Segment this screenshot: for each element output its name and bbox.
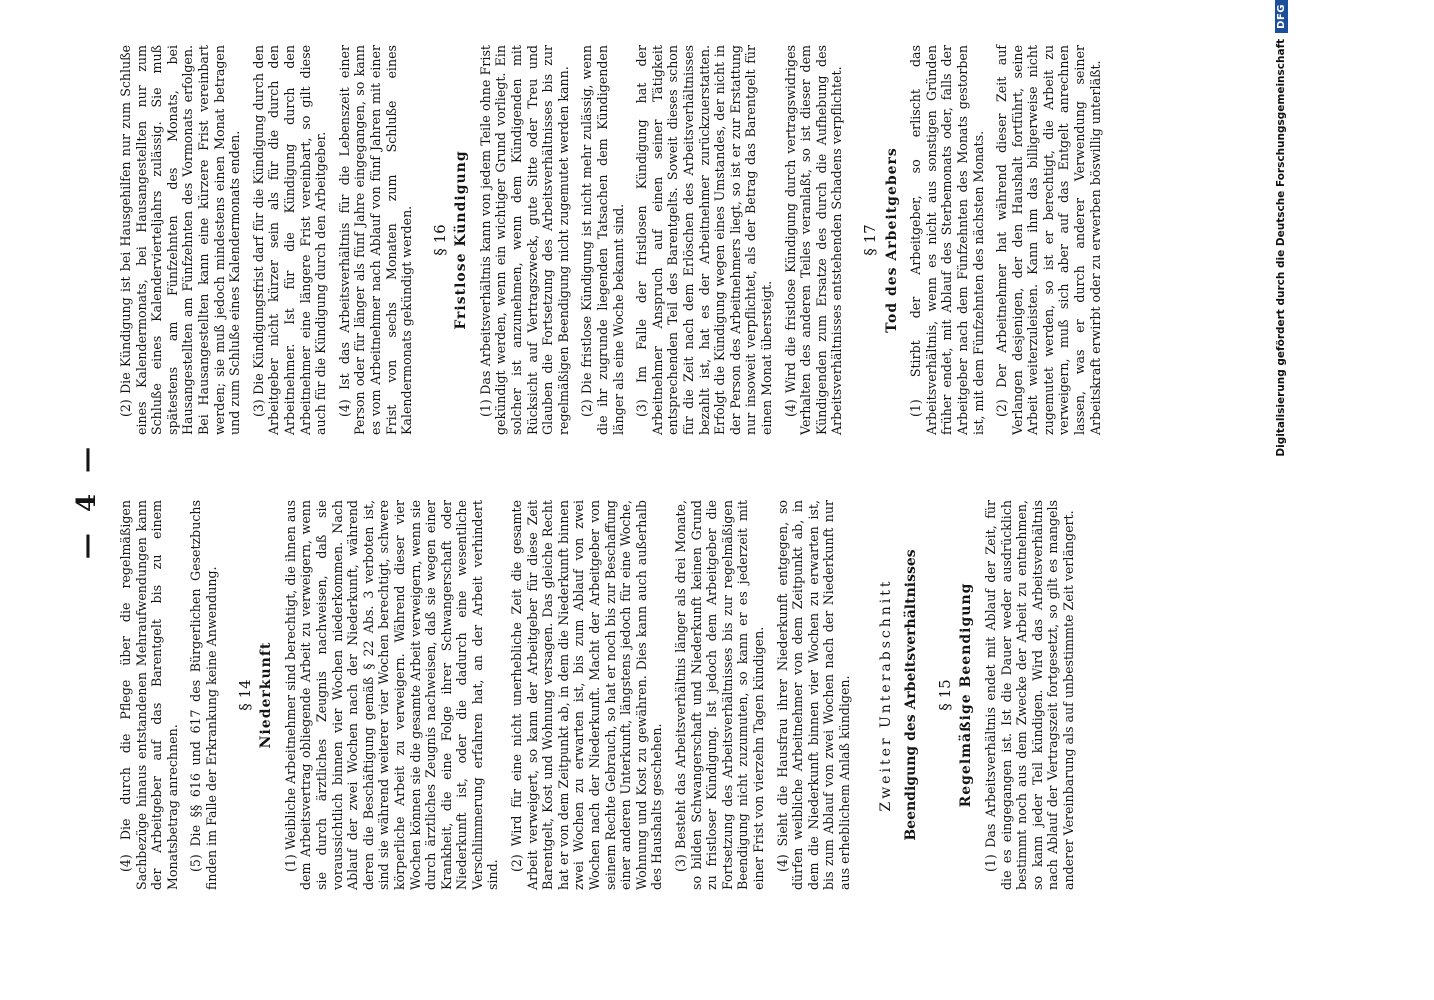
digitization-credit bbox=[1266, 0, 1296, 1000]
paragraph: (3) Im Falle der fristlosen Kündigung hat der Arbeitnehmer Anspruch auf einen seiner Tätigkeit entsprechenden Teil des Barentgelts. Soweit dieses schon für die Zeit nach dem Erlöschen des Arbeitsverhältnisses bezahlt ist, hat es der Arbeitnehmer zurückzuerstatten. Erfolgt die Kündigung wegen eines Umstandes, der nicht in der Person des Arbeitnehmers liegt, so ist er zur Erstattung nur insoweit verpflichtet, als der Betrag das Barentgelt für einen Monat übersteigt. bbox=[634, 45, 774, 435]
section-heading: § 16 bbox=[430, 224, 449, 256]
paragraph: (1) Weibliche Arbeitnehmer sind berechtigt, die ihnen aus dem Arbeitsvertrag obliegende Arbeit zu verweigern, wenn sie durch ärztliches Zeugnis nachweisen, daß sie voraussichtlich binnen vier Wochen niederkommen. Nach Ablauf der zwei Wochen nach der Niederkunft, während deren die Beschäftigung gemäß § 22 Abs. 3 verboten ist, sind sie während weiterer vier Wochen berechtigt, schwere körperliche Arbeit zu verweigern. Während dieser vier Wochen können sie die gesamte Arbeit verweigern, wenn sie durch ärztliches Zeugnis nachweisen, daß sie wegen einer Krankheit, die eine Folge ihrer Schwangerschaft oder Niederkunft ist, oder die dadurch eine wesentliche Verschlimmerung erfahren hat, an der Arbeit verhindert sind. bbox=[282, 500, 501, 890]
credit-text: Digitalisierung gefördert durch die Deutsche Forschungsgemeinschaft bbox=[1275, 38, 1287, 457]
paragraph: (4) Die durch die Pflege über die regelmäßigen Sachbezüge hinaus entstandenen Mehraufwendungen kann der Arbeitgeber auf das Barentgelt bis zu einem Monatsbetrag anrechnen. bbox=[118, 500, 180, 890]
subsection-label: Zweiter Unterabschnitt bbox=[877, 578, 894, 812]
paragraph: (3) Die Kündigungsfrist darf für die Kündigung durch den Arbeitgeber nicht kürzer sein als für die durch den Arbeitnehmer. Ist für die Kündigung durch den Arbeitnehmer eine längere Frist vereinbart, so gilt diese auch für die Kündigung durch den Arbeitgeber. bbox=[250, 45, 329, 435]
page-number: — 4 — bbox=[72, 440, 102, 560]
paragraph: (4) Sieht die Hausfrau ihrer Niederkunft entgegen, so dürfen weibliche Arbeitnehmer von dem Zeitpunkt ab, in dem die Niederkunft binnen vier Wochen zu erwarten ist, bis zum Ablauf von zwei Wochen nach der Niederkunft nur aus erheblichem Anlaß kündigen. bbox=[774, 500, 852, 890]
section-heading: § 15 bbox=[935, 679, 954, 711]
section-heading: § 17 bbox=[860, 224, 879, 256]
paragraph: (2) Die Kündigung ist bei Hausgehilfen nur zum Schluße eines Kalendermonats, bei Hausangestellten nur zum Schluße eines Kalendervierteljahrs zulässig. Sie muß spätestens am Fünfzehnten des Monats, bei Hausangestellten am Fünfzehnten des Vormonats erfolgen. Bei Hausangestellten kann eine kürzere Frist vereinbart werden; sie muß jedoch mindestens einen Monat betragen und zum Schluße eines Kalendermonats enden. bbox=[118, 45, 243, 435]
paragraph: (1) Stirbt der Arbeitgeber, so erlischt das Arbeitsverhältnis, wenn es nicht aus sonstigen Gründen früher endet, mit Ablauf des Sterbemonats oder, falls der Arbeitgeber nach dem Fünfzehnten des Monats gestorben ist, mit dem Fünfzehnten des nächsten Monats. bbox=[908, 45, 986, 435]
section-title: Fristlose Kündigung bbox=[453, 150, 470, 330]
paragraph: (2) Die fristlose Kündigung ist nicht mehr zulässig, wenn die ihr zugrunde liegenden Tatsachen dem Kündigenden länger als eine Woche bekannt sind. bbox=[579, 45, 626, 435]
paragraph: (1) Das Arbeitsverhältnis endet mit Ablauf der Zeit, für die es eingegangen ist. Ist die Dauer weder ausdrücklich bestimmt noch aus dem Zwecke der Arbeit zu entnehmen, so kann jeder Teil kündigen. Wird das Arbeitsverhältnis nach Ablauf der Vertragszeit fortgesetzt, so gilt es mangels anderer Vereinbarung als auf unbestimmte Zeit verlängert. bbox=[982, 500, 1076, 890]
paragraph: (5) Die §§ 616 und 617 des Bürgerlichen Gesetzbuchs finden im Falle der Erkrankung keine Anwendung. bbox=[188, 500, 219, 890]
section-title: Niederkunft bbox=[258, 641, 275, 749]
right-column bbox=[118, 45, 1111, 435]
dfg-logo: DFG bbox=[1275, 0, 1288, 33]
section-heading: § 14 bbox=[235, 679, 254, 711]
subsection-title: Beendigung des Arbeitsverhältnisses bbox=[903, 549, 920, 841]
paragraph: (4) Ist das Arbeitsverhältnis für die Lebenszeit einer Person oder für länger als fünf Jahre eingegangen, so kann es vom Arbeitnehmer nach Ablauf von fünf Jahren mit einer Frist von sechs Monaten zum Schluße eines Kalendermonats gekündigt werden. bbox=[336, 45, 415, 435]
paragraph: (3) Besteht das Arbeitsverhältnis länger als drei Monate, so bilden Schwangerschaft und Niederkunft keinen Grund zu fristloser Kündigung. Ist jedoch dem Arbeitgeber die Fortsetzung des Arbeitsverhältnisses bis zur regelmäßigen Beendigung nicht zuzumuten, so kann er es jederzeit mit einer Frist von vierzehn Tagen kündigen. bbox=[673, 500, 766, 890]
paragraph: (2) Wird für eine nicht unerhebliche Zeit die gesamte Arbeit verweigert, so kann der Arbeitgeber für diese Zeit Barentgelt, Kost und Wohnung versagen. Das gleiche Recht hat er von dem Zeitpunkt ab, in dem die Niederkunft binnen zwei Wochen zu erwarten ist, bis zum Ablauf von zwei Wochen nach der Niederkunft. Macht der Arbeitgeber von seinem Rechte Gebrauch, so hat er noch bis zur Beschaffung einer anderen Unterkunft, längstens jedoch für eine Woche, Wohnung und Kost zu gewähren. Dies kann auch außerhalb des Haushalts geschehen. bbox=[509, 500, 665, 890]
paragraph: (2) Der Arbeitnehmer hat während dieser Zeit auf Verlangen desjenigen, der den Haushalt fortführt, seine Arbeit weiterzuleisten. Kann ihm das billigerweise nicht zugemutet werden, so ist er berechtigt, die Arbeit zu verweigern, muß sich aber auf das Entgelt anrechnen lassen, was er durch anderer Verwendung seiner Arbeitskraft erwirbt oder zu erwerben böswillig unterläßt. bbox=[994, 45, 1103, 435]
left-column bbox=[118, 500, 1084, 890]
paragraph: (1) Das Arbeitsverhältnis kann von jedem Teile ohne Frist gekündigt werden, wenn ein wichtiger Grund vorliegt. Ein solcher ist anzunehmen, wenn dem Kündigenden mit Rücksicht auf Vertragszweck, gute Sitte oder Treu und Glauben die Fortsetzung des Arbeitsverhältnisses bis zur regelmäßigen Beendigung nicht zugemutet werden kann. bbox=[477, 45, 571, 435]
paragraph: (4) Wird die fristlose Kündigung durch vertragswidriges Verhalten des anderen Teiles veranlaßt, so ist dieser dem Kündigenden zum Ersatze des durch die Aufhebung des Arbeitsverhältnisses entstehenden Schadens verpflichtet. bbox=[782, 45, 845, 435]
section-title: Regelmäßige Beendigung bbox=[958, 582, 975, 808]
section-title: Tod des Arbeitgebers bbox=[883, 147, 900, 333]
